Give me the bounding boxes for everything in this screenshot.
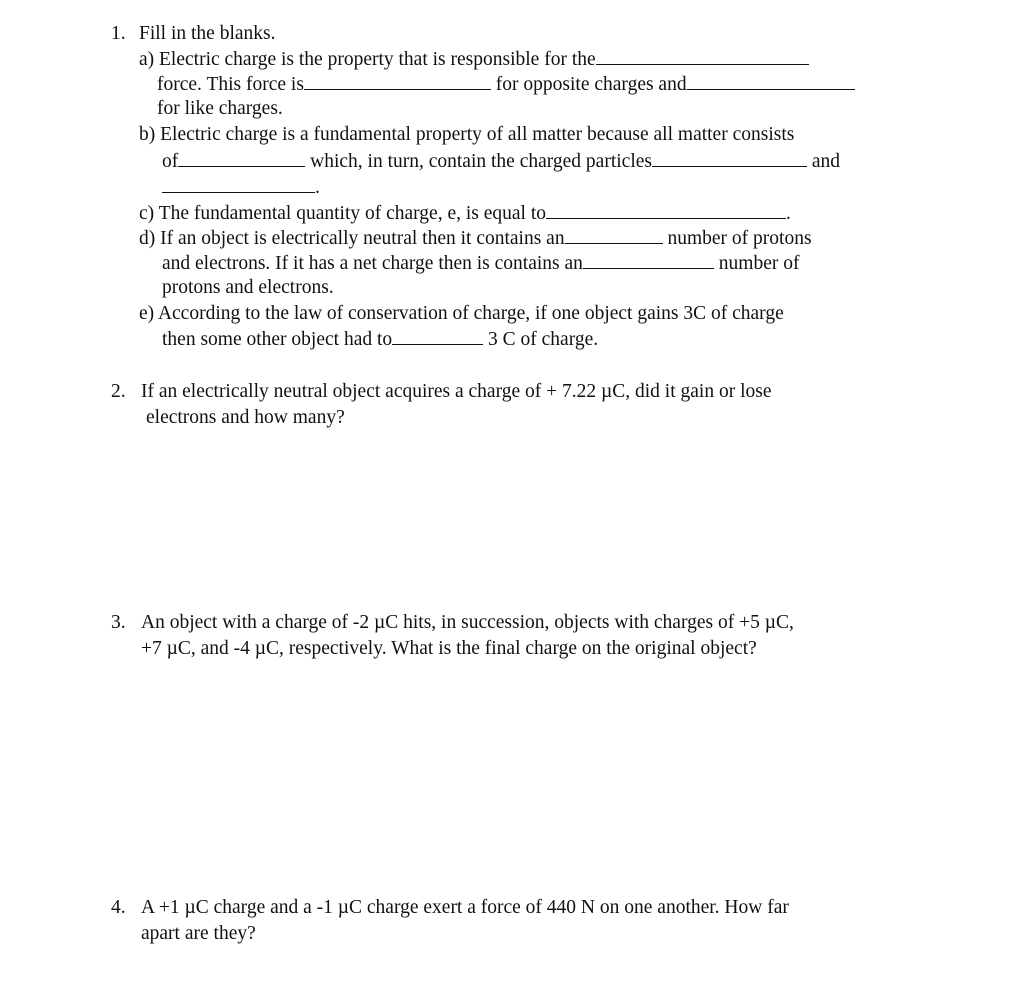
q1e-blank1[interactable]: [392, 327, 483, 345]
q1b-line2: [162, 149, 840, 174]
q1b-blank3[interactable]: [162, 175, 315, 193]
q1d-blank2[interactable]: [583, 251, 714, 269]
q2-text1: If an electrically neutral object acquires a charge of + 7.22 µC, did it gain or lose: [141, 381, 772, 402]
q4-text1: A +1 µC charge and a -1 µC charge exert a force of 440 N on one another. How far: [141, 897, 789, 918]
q1c-line1: [139, 201, 791, 226]
q1e-text1: e) According to the law of conservation of charge, if one object gains 3C of charge: [139, 303, 784, 324]
q1b-blank2[interactable]: [652, 149, 807, 167]
q1b-blank1[interactable]: [178, 149, 305, 167]
q1b-line3: [162, 175, 320, 200]
q1b-period: .: [315, 177, 320, 198]
q1a-line1: [139, 47, 809, 72]
q1b-text2c: and: [811, 151, 841, 172]
q4-number: 4.: [111, 897, 126, 918]
q1e-line2: [162, 327, 598, 352]
q1b-text1: b) Electric charge is a fundamental property of all matter because all matter consists: [139, 124, 795, 145]
q1d-text1a: d) If an object is electrically neutral then it contains an: [139, 228, 565, 249]
q1d-text3: protons and electrons.: [162, 277, 334, 298]
q3-text2: +7 µC, and -4 µC, respectively. What is the final charge on the original object?: [141, 638, 757, 659]
q1c-blank1[interactable]: [546, 201, 786, 219]
q1a-text2b: for opposite charges and: [495, 74, 687, 95]
q1d-text1b: number of protons: [667, 228, 812, 249]
q3-text1: An object with a charge of -2 µC hits, in succession, objects with charges of +5 µC,: [141, 612, 794, 633]
q1a-text2a: force. This force is: [157, 74, 304, 95]
q1c-text1: c) The fundamental quantity of charge, e, is equal to: [139, 203, 547, 224]
q1a-blank2[interactable]: [304, 72, 491, 90]
q1a-text3: for like charges.: [157, 98, 283, 119]
q1a-text1: a) Electric charge is the property that is responsible for the: [139, 49, 596, 70]
q2-text2: electrons and how many?: [146, 407, 345, 428]
q1d-text2b: number of: [718, 253, 800, 274]
q1a-blank3[interactable]: [687, 72, 855, 90]
q1b-text2a: of: [162, 151, 179, 172]
q1e-text2a: then some other object had to: [162, 329, 393, 350]
q1d-blank1[interactable]: [565, 226, 663, 244]
q1a-blank1[interactable]: [596, 47, 809, 65]
q1-number: 1.: [111, 23, 126, 44]
q1d-text2a: and electrons. If it has a net charge then is contains an: [162, 253, 583, 274]
q1d-line1: [139, 226, 812, 251]
q1e-text2b: 3 C of charge.: [488, 329, 599, 350]
q1-title: Fill in the blanks.: [139, 23, 276, 44]
q3-number: 3.: [111, 612, 126, 633]
q1b-text2b: which, in turn, contain the charged particles: [310, 151, 652, 172]
q1d-line2: [162, 251, 799, 276]
q1a-line2: [157, 72, 855, 97]
q2-number: 2.: [111, 381, 126, 402]
q4-text2: apart are they?: [141, 923, 256, 944]
q1c-period: .: [786, 203, 791, 224]
